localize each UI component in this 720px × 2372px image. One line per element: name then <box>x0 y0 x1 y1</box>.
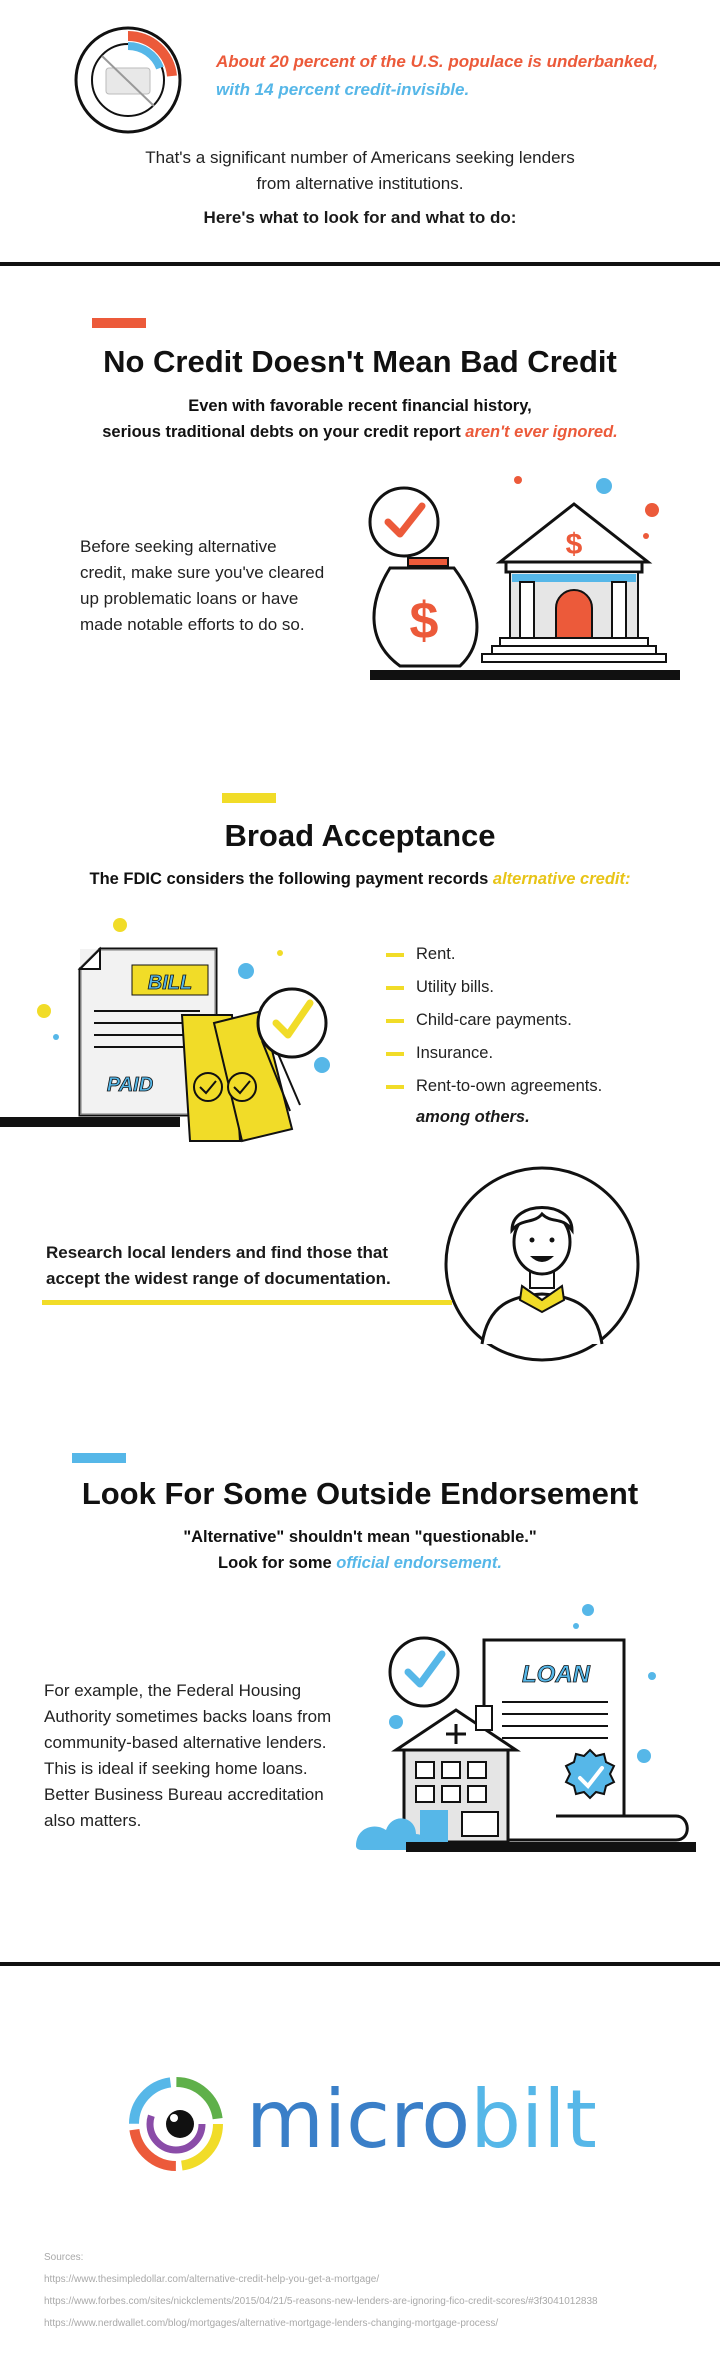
source-link[interactable]: https://www.nerdwallet.com/blog/mortgages/alternative-mortgage-lenders-changing-mortgage-process/ <box>44 2318 499 2329</box>
list-item: Rent-to-own agreements. <box>386 1070 602 1103</box>
section1-body-line: Before seeking alternative <box>80 537 277 556</box>
section1-body-line: up problematic loans or have <box>80 589 299 608</box>
list-item: Insurance. <box>386 1037 602 1070</box>
section3-accent-bar <box>72 1453 126 1463</box>
source-link[interactable]: https://www.forbes.com/sites/nickclements/2015/04/21/5-reasons-new-lenders-are-ignoring-fico-credit-scores/#3f3041012838 <box>44 2296 598 2307</box>
house-loan-illustration <box>356 1598 696 1868</box>
research-underline <box>42 1300 452 1305</box>
intro-cta: Here's what to look for and what to do: <box>203 208 517 227</box>
sources-label: Sources: <box>44 2252 84 2263</box>
bag-dollar-icon: $ <box>409 592 439 650</box>
list-item: Utility bills. <box>386 971 602 1004</box>
section1-body-line: made notable efforts to do so. <box>80 615 305 634</box>
section3-sub-line1: "Alternative" shouldn't mean "questionable." <box>183 1528 537 1546</box>
bank-dollar-icon: $ <box>565 528 583 561</box>
section3-body-line: This is ideal if seeking home loans. <box>44 1759 308 1778</box>
section2-sub-highlight: alternative credit: <box>492 870 631 888</box>
section1-sub-line2: serious traditional debts on your credit report <box>102 423 466 441</box>
section1-body-line: credit, make sure you've cleared <box>80 563 325 582</box>
intro-line-2: from alternative institutions. <box>256 174 464 193</box>
section3-body-line: also matters. <box>44 1811 142 1830</box>
section1-sub-line1: Even with favorable recent financial history, <box>188 397 532 415</box>
section2-sub: The FDIC considers the following payment records <box>89 870 493 888</box>
loan-label: LOAN <box>522 1661 590 1688</box>
intro-line-1: That's a significant number of Americans seeking lenders <box>145 148 575 167</box>
research-line-2: accept the widest range of documentation. <box>46 1269 391 1288</box>
list-item: Child-care payments. <box>386 1004 602 1037</box>
bill-paid-illustration <box>0 915 360 1155</box>
microbilt-logo-icon <box>126 2074 226 2174</box>
donut-chart-icon <box>72 16 192 136</box>
person-avatar-illustration <box>442 1164 642 1364</box>
section1-title: No Credit Doesn't Mean Bad Credit <box>103 344 617 379</box>
section1-sub-highlight: aren't ever ignored. <box>465 423 618 441</box>
brand-wordmark <box>246 2070 597 2170</box>
section1-body <box>80 534 324 638</box>
section1-accent-bar <box>92 318 146 328</box>
section3-title: Look For Some Outside Endorsement <box>81 1476 639 1511</box>
section3-body-line: Authority sometimes backs loans from <box>44 1707 332 1726</box>
stat-line-credit-invisible: with 14 percent credit-invisible. <box>216 80 470 99</box>
money-bag-bank-illustration <box>360 470 680 680</box>
research-line-1: Research local lenders and find those that <box>46 1243 388 1262</box>
section3-body-line: community-based alternative lenders. <box>44 1733 327 1752</box>
section3-sub-highlight: official endorsement. <box>336 1554 502 1572</box>
list-footer: among others. <box>416 1108 530 1126</box>
divider-top <box>0 262 720 266</box>
section3-sub-line2: Look for some <box>218 1554 337 1572</box>
section3-body-line: For example, the Federal Housing <box>44 1681 302 1700</box>
stat-line-underbanked: About 20 percent of the U.S. populace is underbanked, <box>216 52 659 71</box>
section2-accent-bar <box>222 793 276 803</box>
divider-bottom <box>0 1962 720 1966</box>
alternative-credit-list <box>386 938 602 1103</box>
section2-title: Broad Acceptance <box>224 818 496 853</box>
section3-body <box>44 1678 331 1834</box>
bill-label: BILL <box>147 972 193 994</box>
source-link[interactable]: https://www.thesimpledollar.com/alternative-credit-help-you-get-a-mortgage/ <box>44 2274 380 2285</box>
section3-body-line: Better Business Bureau accreditation <box>44 1785 324 1804</box>
list-item: Rent. <box>386 938 602 971</box>
brand-name-part2: bilt <box>470 2073 597 2166</box>
brand-name-part1: micro <box>246 2073 471 2166</box>
paid-label: PAID <box>106 1074 154 1096</box>
